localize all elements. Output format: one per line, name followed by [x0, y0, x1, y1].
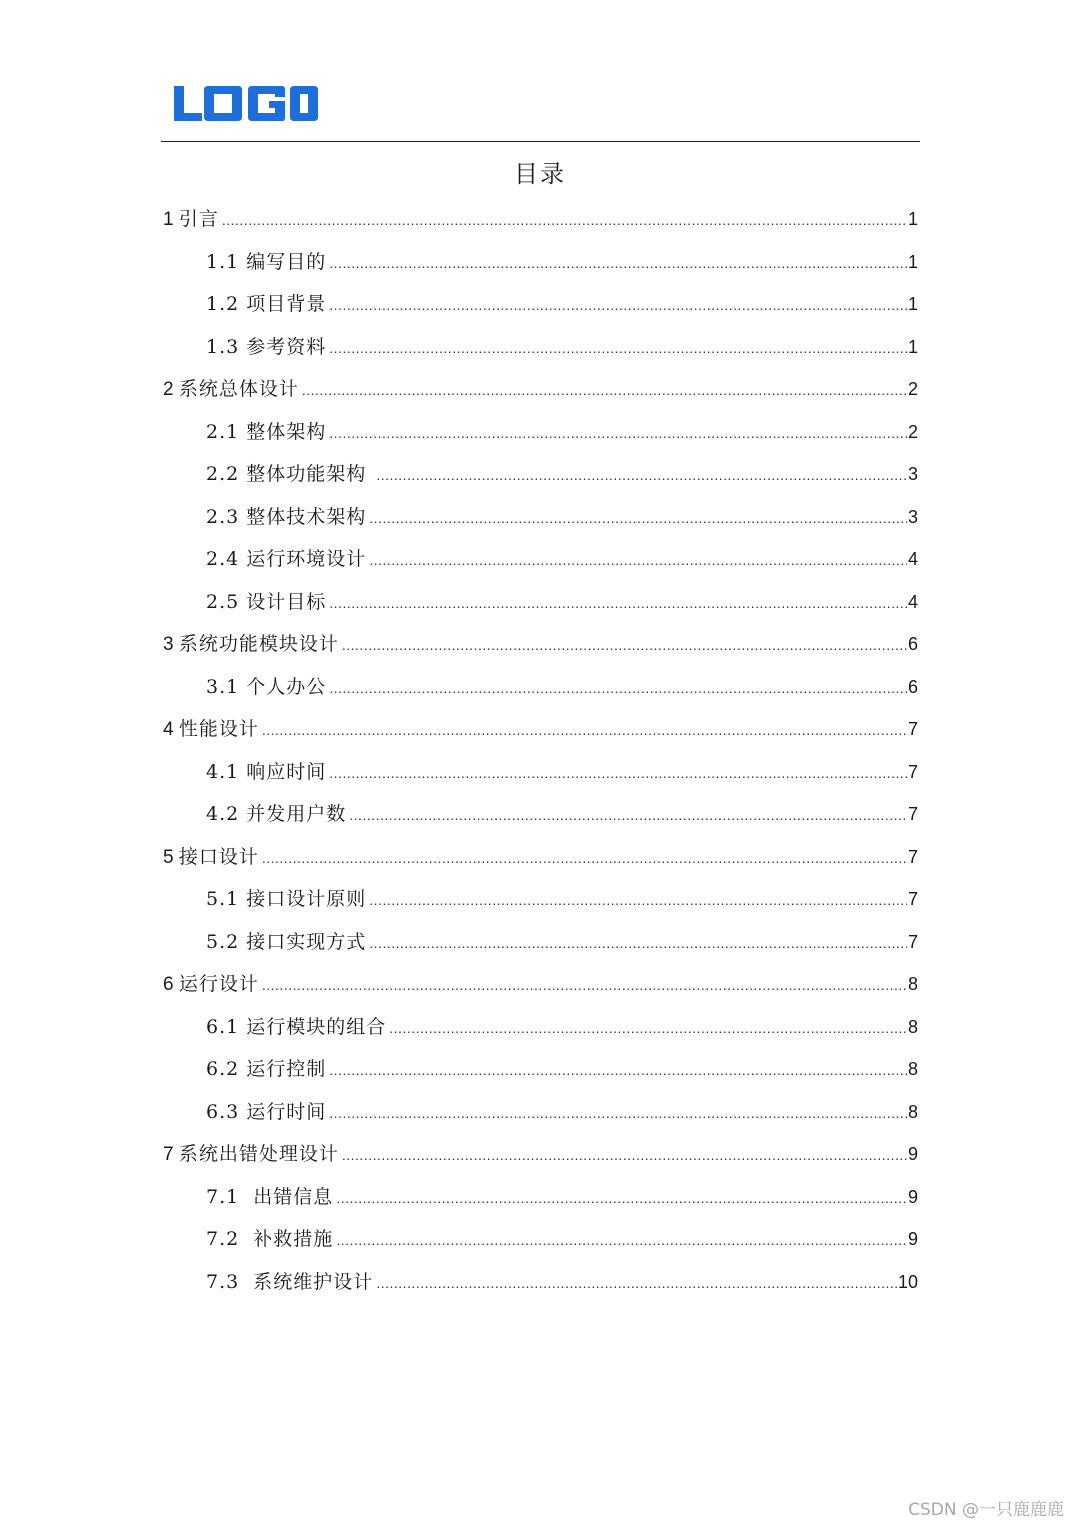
toc-entry-page-number: 9: [907, 1186, 918, 1207]
toc-entry-number: 1.1: [206, 250, 247, 273]
toc-entry-number: 2.2: [206, 463, 247, 485]
toc-entry-number: 2.4: [206, 548, 247, 570]
toc-entry[interactable]: [163, 283, 918, 326]
toc-entry-label: 系统维护设计: [253, 1270, 374, 1293]
toc-entry-label: 接口实现方式: [246, 930, 367, 953]
toc-entry-page-number: 8: [907, 1016, 918, 1037]
toc-entry-number: 7.1: [206, 1185, 254, 1208]
toc-entry-page-number: 7: [907, 931, 918, 952]
toc-entry-number: 4: [163, 719, 179, 740]
toc-entry-label: 补救措施: [253, 1228, 334, 1250]
toc-entry-label: 运行时间: [246, 1100, 327, 1123]
toc-title: 目录: [514, 160, 566, 188]
toc-dot-leader: [349, 794, 907, 837]
toc-entry-number: 5.1: [206, 888, 247, 910]
toc-entry-number: 1.2: [206, 293, 247, 315]
toc-entry-number: 7.3: [206, 1270, 254, 1293]
toc-entry-label: 并发用户数: [246, 803, 347, 825]
toc-entry-page-number: 8: [907, 974, 918, 994]
toc-entry[interactable]: [163, 708, 918, 751]
toc-entry-number: 3.1: [206, 675, 247, 698]
toc-entry[interactable]: [163, 368, 918, 411]
toc-dot-leader: [329, 1092, 907, 1135]
toc-entry-label: 设计目标: [246, 590, 327, 613]
toc-dot-leader: [329, 327, 907, 370]
toc-entry-page-number: 7: [907, 719, 918, 739]
toc-entry-number: 1: [163, 209, 179, 230]
toc-dot-leader: [369, 922, 907, 965]
toc-dot-leader: [369, 539, 907, 582]
toc-entry[interactable]: [163, 538, 918, 581]
toc-entry[interactable]: [163, 241, 918, 284]
toc-entry-label: 响应时间: [246, 760, 327, 783]
toc-entry[interactable]: [163, 1176, 918, 1219]
watermark: CSDN @一只鹿鹿鹿: [908, 1500, 1064, 1520]
toc-entry-label: 系统功能模块设计: [178, 633, 339, 655]
toc-entry-number: 2.1: [206, 420, 247, 443]
toc-dot-leader: [329, 1049, 907, 1092]
toc-entry-label: 编写目的: [246, 250, 327, 273]
toc-entry-label: 性能设计: [178, 718, 259, 740]
toc-entry-page-number: 1: [907, 294, 918, 314]
toc-dot-leader: [376, 454, 907, 497]
toc-dot-leader: [329, 284, 907, 327]
toc-entry-page-number: 1: [907, 251, 918, 272]
toc-entry[interactable]: [163, 1048, 918, 1091]
toc-entry-page-number: 3: [907, 506, 918, 527]
toc-entry-label: 整体架构: [246, 420, 327, 443]
toc-dot-leader: [342, 1134, 907, 1177]
toc-entry[interactable]: [163, 1091, 918, 1134]
toc-entry-number: 5: [163, 846, 179, 868]
toc-dot-leader: [262, 964, 907, 1007]
toc-entry-label: 运行控制: [246, 1058, 327, 1080]
toc-dot-leader: [342, 624, 907, 667]
toc-entry-label: 系统出错处理设计: [178, 1143, 339, 1165]
toc-entry-label: 运行环境设计: [246, 548, 367, 570]
toc-dot-leader: [369, 497, 907, 540]
toc-entry[interactable]: [163, 878, 918, 921]
toc-entry-page-number: 8: [907, 1059, 918, 1079]
header-divider: [161, 141, 920, 142]
toc-entry-label: 接口设计原则: [246, 888, 367, 910]
toc-dot-leader: [262, 709, 907, 752]
toc-entry[interactable]: [163, 198, 918, 241]
toc-dot-leader: [329, 752, 907, 795]
toc-dot-leader: [376, 1262, 897, 1305]
toc-entry-page-number: 4: [907, 591, 918, 612]
toc-entry-number: 2: [163, 379, 179, 400]
logo: [172, 84, 320, 124]
toc-entry-page-number: 1: [907, 336, 918, 357]
toc-entry-label: 出错信息: [253, 1185, 334, 1208]
toc-entry-number: 3: [163, 634, 179, 655]
toc-dot-leader: [262, 837, 907, 880]
toc-entry-label: 运行模块的组合: [246, 1015, 387, 1038]
toc-entry-page-number: 7: [907, 761, 918, 782]
toc-dot-leader: [336, 1219, 907, 1262]
toc-dot-leader: [222, 199, 907, 242]
toc-entry-page-number: 9: [907, 1144, 918, 1164]
toc-entry-number: 2.5: [206, 590, 247, 613]
toc-entry-number: 6: [163, 974, 179, 995]
toc-entry[interactable]: [163, 581, 918, 624]
toc-dot-leader: [329, 242, 907, 285]
toc-entry-number: 6.3: [206, 1100, 247, 1123]
toc-entry-page-number: 7: [907, 846, 918, 867]
toc-entry[interactable]: [163, 623, 918, 666]
toc-entry-label: 整体技术架构: [246, 505, 367, 528]
toc-entry-number: 4.2: [206, 803, 247, 825]
toc-entry-page-number: 8: [907, 1101, 918, 1122]
toc-entry-page-number: 6: [907, 676, 918, 697]
toc-entry-number: 4.1: [206, 760, 247, 783]
toc-entry-label: 接口设计: [178, 845, 259, 868]
toc-entry[interactable]: [163, 666, 918, 709]
toc-dot-leader: [369, 879, 907, 922]
toc-entry-label: 运行设计: [178, 973, 259, 995]
toc-entry-number: 5.2: [206, 930, 247, 953]
toc-entry-page-number: 4: [907, 549, 918, 569]
toc-entry[interactable]: [163, 496, 918, 539]
toc-dot-leader: [336, 1177, 907, 1220]
toc-entry-label: 参考资料: [246, 335, 327, 358]
toc-entry-page-number: 10: [897, 1271, 918, 1292]
toc-entry-page-number: 7: [907, 889, 918, 909]
toc-entry-page-number: 1: [907, 209, 918, 229]
table-of-contents: [163, 198, 918, 1303]
toc-entry-label: 个人办公: [246, 675, 327, 698]
toc-dot-leader: [329, 412, 907, 455]
toc-entry-number: 7: [163, 1144, 179, 1165]
toc-dot-leader: [302, 369, 907, 412]
toc-dot-leader: [389, 1007, 907, 1050]
toc-entry-label: 系统总体设计: [178, 378, 299, 400]
toc-entry-page-number: 6: [907, 634, 918, 654]
toc-entry[interactable]: [163, 1261, 918, 1304]
toc-entry[interactable]: [163, 1133, 918, 1176]
toc-entry-page-number: 7: [907, 804, 918, 824]
toc-entry[interactable]: [163, 1218, 918, 1261]
toc-entry-number: 6.1: [206, 1015, 247, 1038]
toc-entry-number: 7.2: [206, 1228, 254, 1250]
toc-entry[interactable]: [163, 453, 918, 496]
toc-entry[interactable]: [163, 1006, 918, 1049]
toc-entry-number: 6.2: [206, 1058, 247, 1080]
toc-entry-label: 项目背景: [246, 293, 327, 315]
toc-dot-leader: [329, 667, 907, 710]
toc-entry-page-number: 9: [907, 1229, 918, 1249]
toc-entry-number: 1.3: [206, 335, 247, 358]
toc-dot-leader: [329, 582, 907, 625]
toc-entry-page-number: 3: [907, 464, 918, 484]
toc-entry[interactable]: [163, 921, 918, 964]
toc-entry-label: 引言: [178, 208, 219, 230]
toc-entry-page-number: 2: [907, 421, 918, 442]
toc-entry[interactable]: [163, 751, 918, 794]
toc-entry[interactable]: [163, 793, 918, 836]
toc-entry[interactable]: [163, 326, 918, 369]
toc-entry-page-number: 2: [907, 379, 918, 399]
toc-entry[interactable]: [163, 836, 918, 879]
toc-entry-number: 2.3: [206, 505, 247, 528]
toc-entry-label: 整体功能架构: [246, 463, 374, 485]
toc-entry[interactable]: [163, 411, 918, 454]
toc-entry[interactable]: [163, 963, 918, 1006]
